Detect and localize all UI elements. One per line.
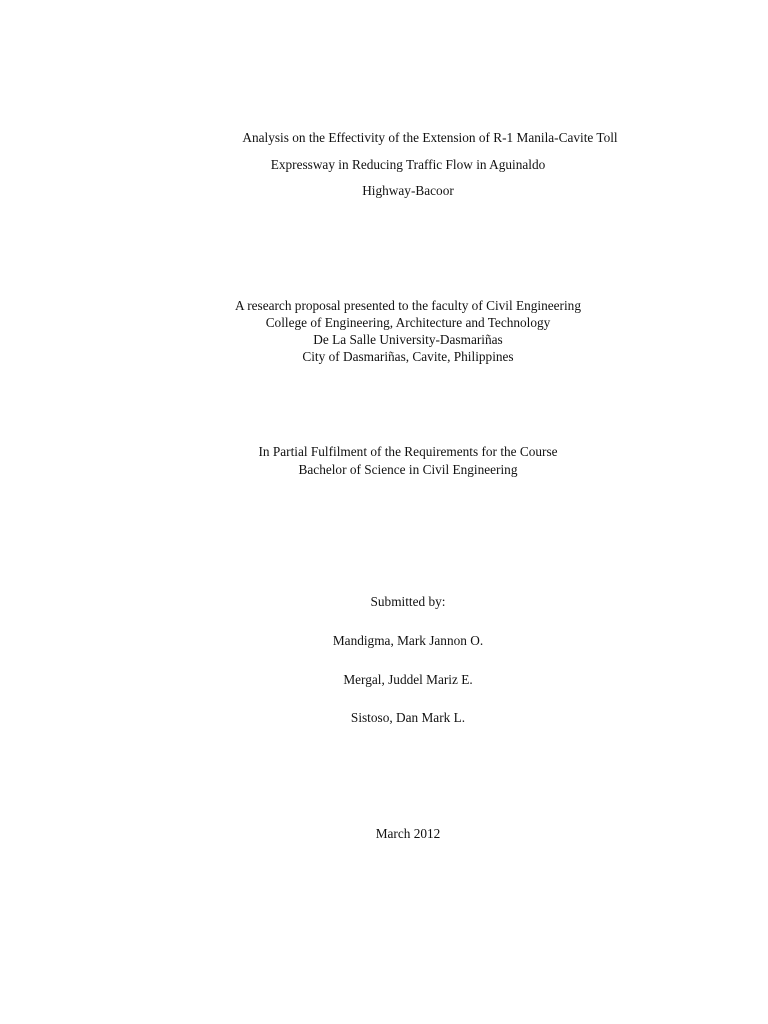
fulfilment-line-1: In Partial Fulfilment of the Requirements for the Course: [258, 444, 558, 459]
submitted-by-label: Submitted by:: [370, 594, 446, 609]
proposal-college: College of Engineering, Architecture and Technology: [265, 315, 551, 330]
author-name: Mandigma, Mark Jannon O.: [332, 633, 484, 648]
author-name: Mergal, Juddel Mariz E.: [343, 672, 473, 687]
fulfilment-course: Bachelor of Science in Civil Engineering: [298, 462, 518, 477]
title-line-3: Highway-Bacoor: [362, 183, 454, 198]
proposal-line-1: A research proposal presented to the faculty of Civil Engineering: [235, 298, 581, 313]
proposal-university: De La Salle University-Dasmariñas: [313, 332, 503, 347]
author-name: Sistoso, Dan Mark L.: [350, 710, 466, 725]
title-line-2: Expressway in Reducing Traffic Flow in Aguinaldo: [270, 157, 546, 172]
title-line-1: Analysis on the Effectivity of the Extension of R-1 Manila-Cavite Toll: [242, 130, 618, 145]
proposal-location: City of Dasmariñas, Cavite, Philippines: [302, 349, 514, 364]
submission-date: March 2012: [375, 826, 441, 841]
